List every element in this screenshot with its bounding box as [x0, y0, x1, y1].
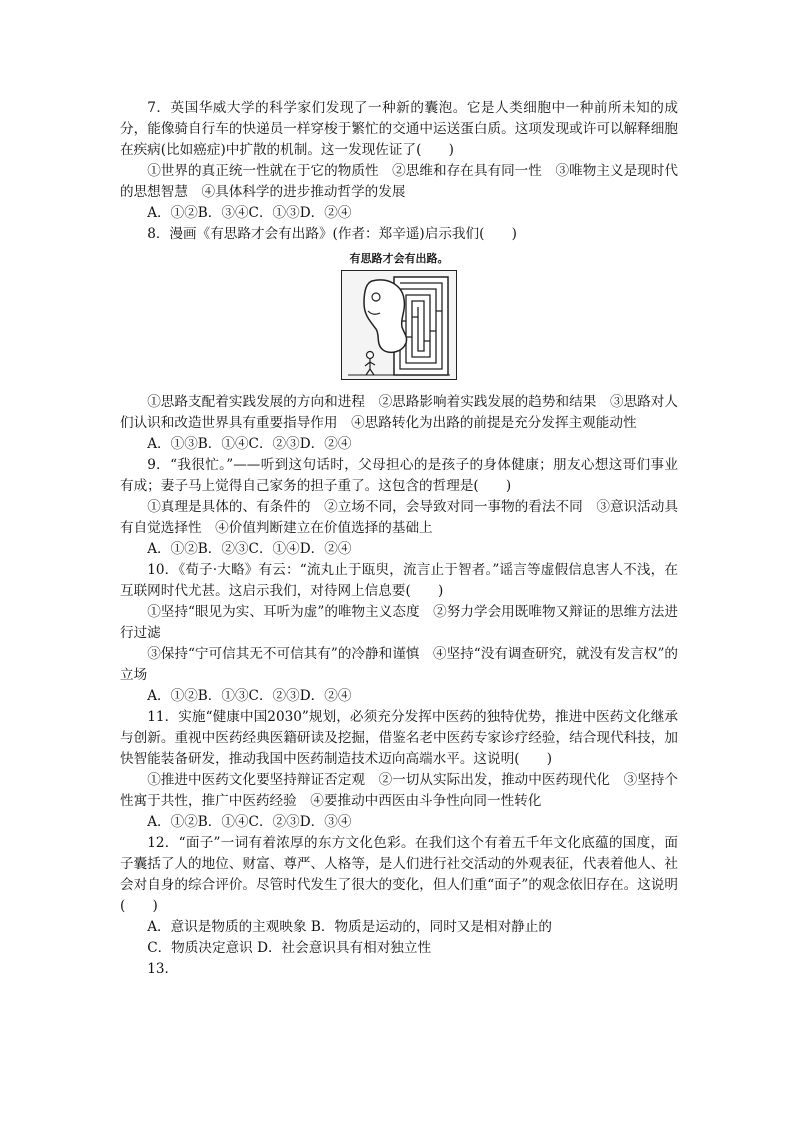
question-10	[120, 560, 678, 707]
question-7-stem: 7．英国华威大学的科学家们发现了一种新的囊泡。它是人类细胞中一种前所未知的成分，能像骑自行车的快递员一样穿梭于繁忙的交通中运送蛋白质。这项发现或许可以解释细胞在疾病(比如癌症)中扩散的机制。这一发现佐证了( )	[120, 100, 678, 158]
cartoon-image	[341, 270, 457, 380]
question-8	[120, 224, 678, 455]
question-9-stem: 9．“我很忙。”——听到这句话时，父母担心的是孩子的身体健康；朋友心想这哥们事业有成；妻子马上觉得自己家务的担子重了。这包含的哲理是( )	[120, 457, 678, 494]
question-12-options-2: C．物质决定意识 D．社会意识具有相对独立性	[147, 940, 432, 956]
question-11-statements: ①推进中医药文化要坚持辩证否定观 ②一切从实际出发，推动中医药现代化 ③坚持个性寓于共性，推广中医药经验 ④要推动中西医由斗争性向同一性转化	[120, 772, 678, 809]
cartoon-caption: 有思路才会有出路。	[349, 252, 449, 265]
cartoon-figure	[120, 252, 678, 387]
question-13-stem: 13．	[147, 961, 179, 977]
question-12	[120, 833, 678, 959]
question-12-stem: 12．“面子”一词有着浓厚的东方文化色彩。在我们这个有着五千年文化底蕴的国度，面子囊括了人的地位、财富、尊严、人格等，是人们进行社交活动的外观表征，代表着他人、社会对自身的综合评价。尽管时代发生了很大的变化，但人们重“面子”的观念依旧存在。这说明( )	[120, 835, 678, 914]
question-10-statement-1: ①坚持“眼见为实、耳听为虚”的唯物主义态度 ②努力学会用既唯物又辩证的思维方法进行过滤	[120, 604, 678, 641]
question-9-options: A．①②B．②③C．①④D．②④	[147, 541, 352, 557]
question-12-options-1: A．意识是物质的主观映象 B．物质是运动的，同时又是相对静止的	[147, 919, 552, 935]
question-11-options: A．①②B．①④C．②③D．③④	[147, 814, 352, 830]
question-9-statements: ①真理是具体的、有条件的 ②立场不同，会导致对同一事物的看法不同 ③意识活动具有自觉选择性 ④价值判断建立在价值选择的基础上	[120, 499, 678, 536]
maze-head-illustration	[342, 271, 456, 379]
question-8-statements: ①思路支配着实践发展的方向和进程 ②思路影响着实践发展的趋势和结果 ③思路对人们认识和改造世界具有重要指导作用 ④思路转化为出路的前提是充分发挥主观能动性	[120, 394, 678, 431]
question-10-options: A．①②B．①③C．②③D．②④	[147, 688, 352, 704]
question-8-options: A．①③B．①④C．②③D．②④	[147, 436, 352, 452]
question-8-stem: 8．漫画《有思路才会有出路》(作者：郑辛遥)启示我们( )	[147, 226, 517, 242]
question-7-options: A．①②B．③④C．①③D．②④	[147, 205, 352, 221]
question-9	[120, 455, 678, 560]
question-13	[120, 959, 678, 980]
question-11-stem: 11．实施“健康中国2030”规划，必须充分发挥中医药的独特优势，推进中医药文化继承与创新。重视中医药经典医籍研读及挖掘，借鉴名老中医药专家诊疗经验，结合现代科技，加快智能装备研发，推动我国中医药制造技术迈向高端水平。这说明( )	[120, 709, 678, 767]
question-11	[120, 707, 678, 833]
question-7-statements: ①世界的真正统一性就在于它的物质性 ②思维和存在具有同一性 ③唯物主义是现时代的思想智慧 ④具体科学的进步推动哲学的发展	[120, 163, 678, 200]
exam-page	[120, 98, 678, 980]
question-10-statement-2: ③保持“宁可信其无不可信其有”的冷静和谨慎 ④坚持“没有调查研究，就没有发言权”的立场	[120, 646, 678, 683]
question-7	[120, 98, 678, 224]
question-10-stem: 10．《荀子·大略》有云：“流丸止于瓯臾，流言止于智者。”谣言等虚假信息害人不浅，在互联网时代尤甚。这启示我们，对待网上信息要( )	[120, 562, 678, 599]
